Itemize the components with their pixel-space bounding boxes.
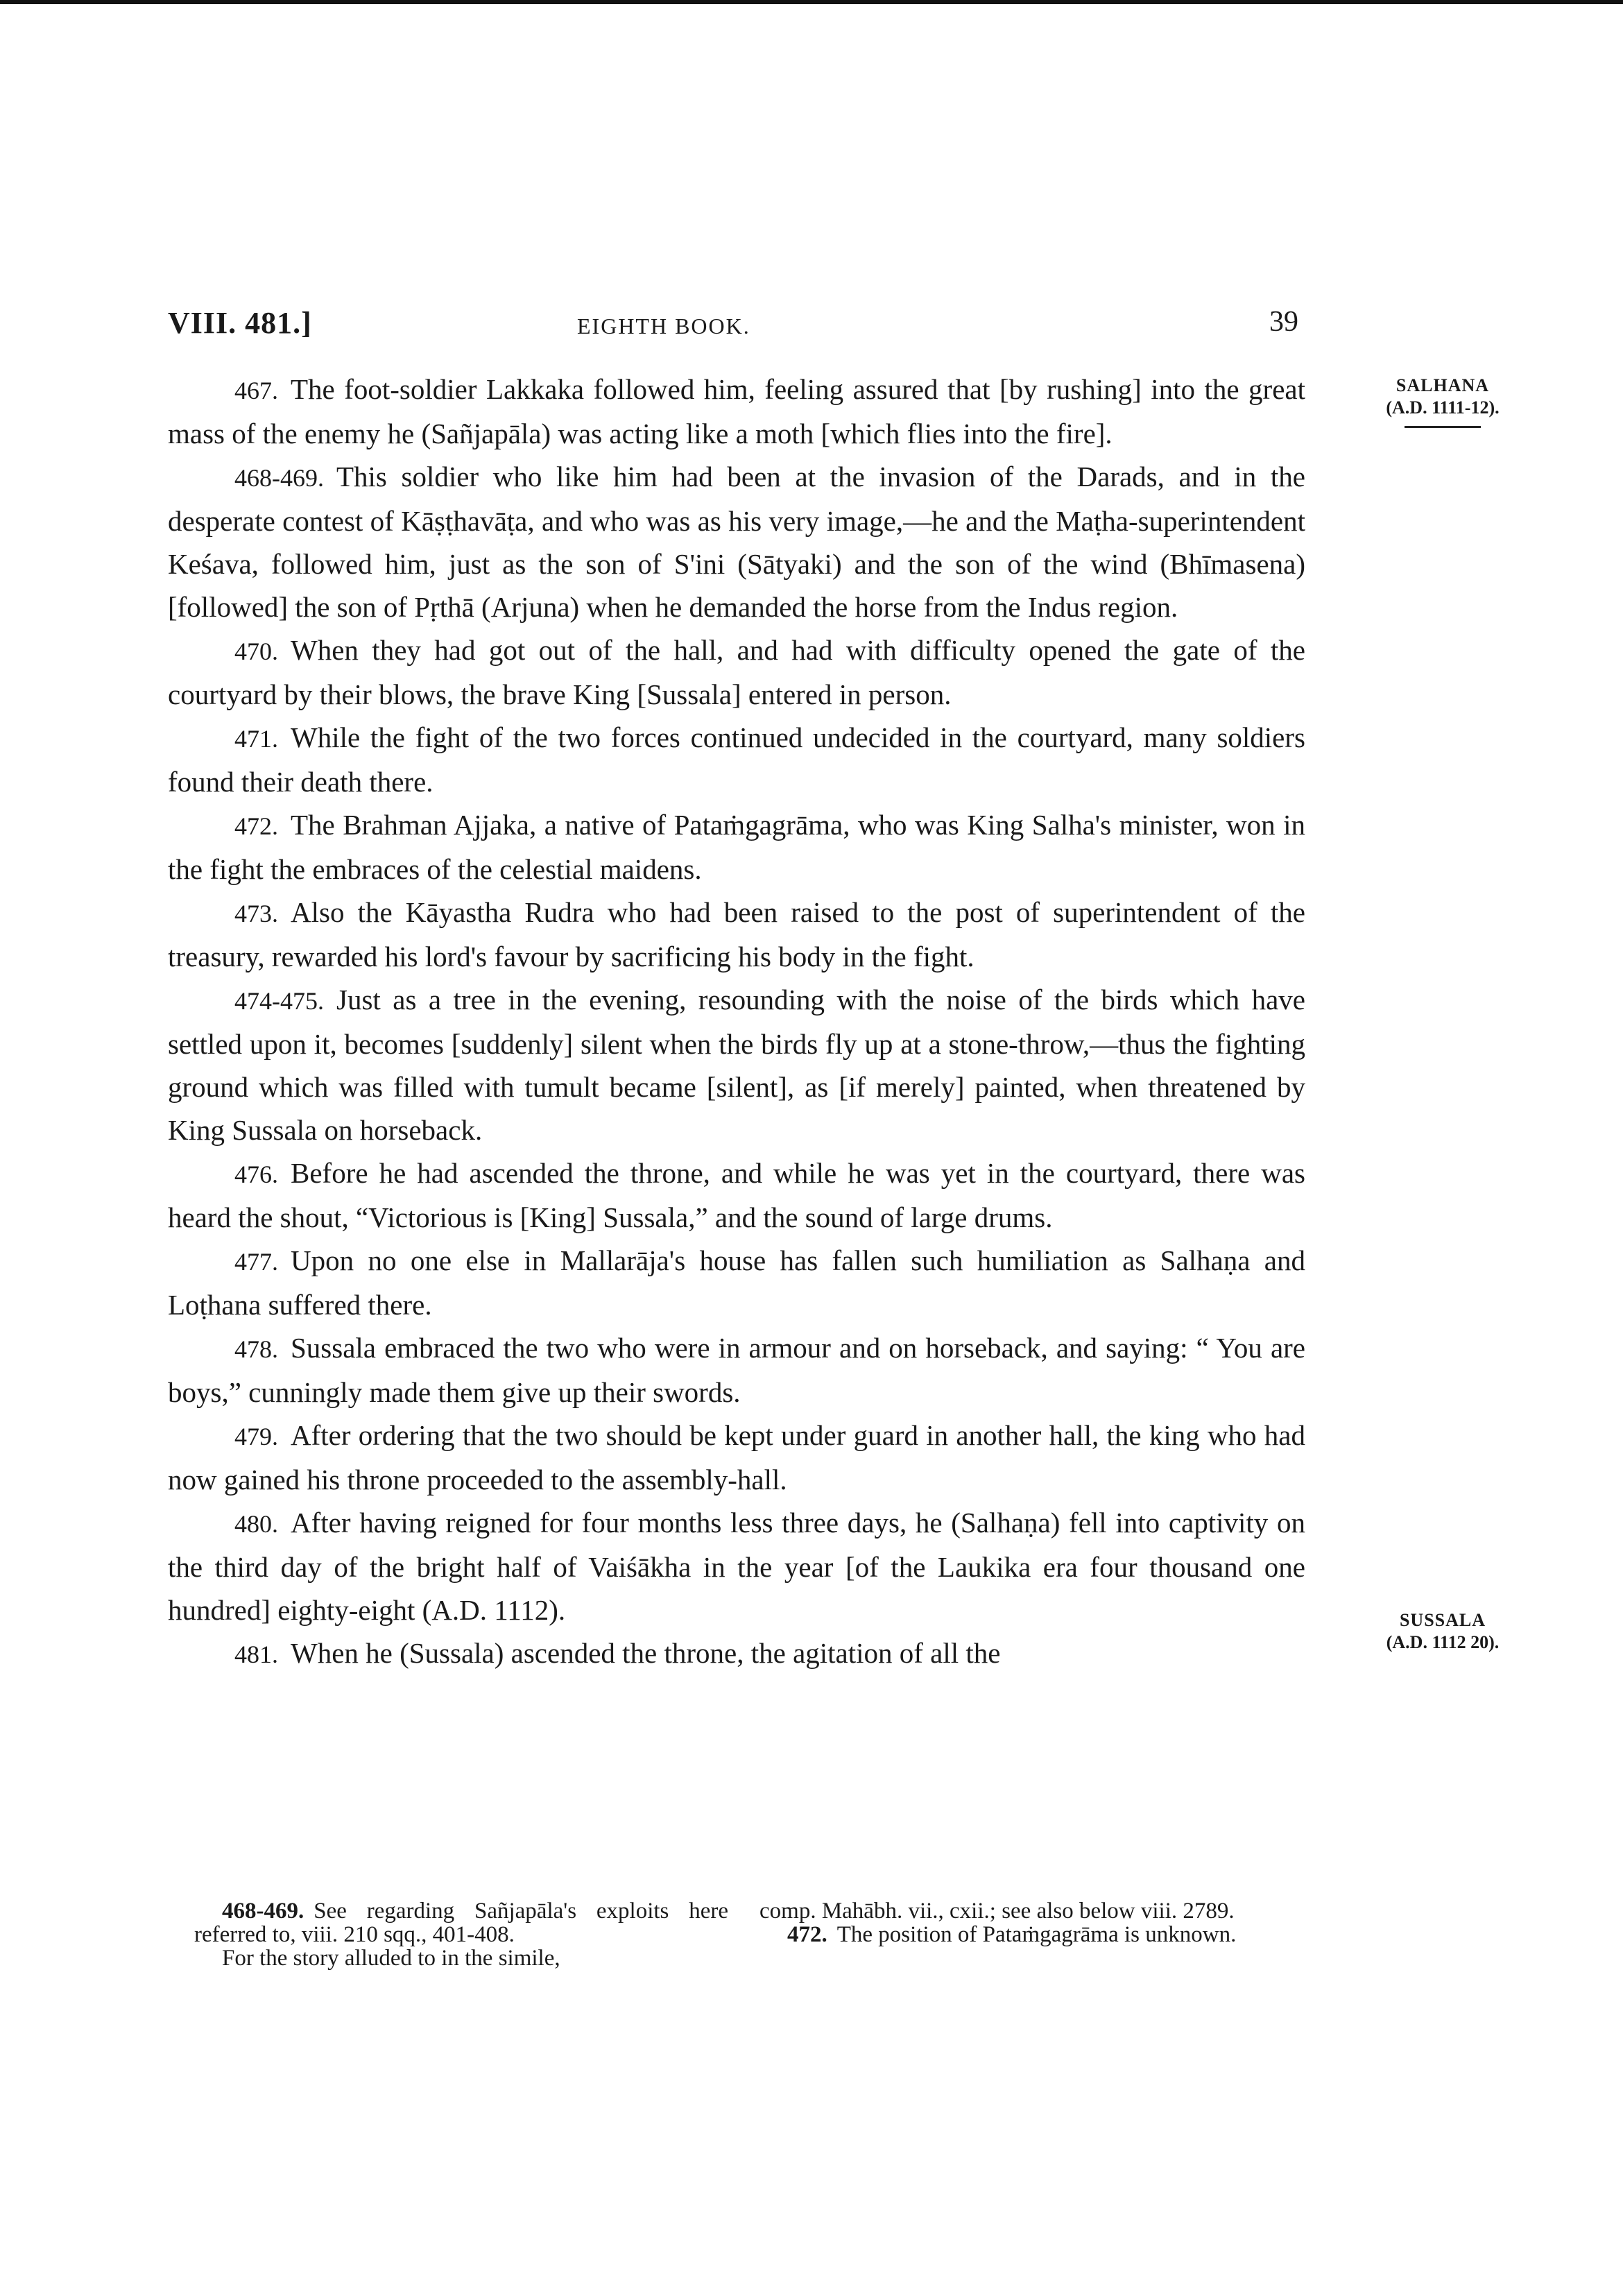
verse-text: Upon no one else in Mallarāja's house has fallen such humiliation as Salhaṇa and Loṭhana suffered there. bbox=[168, 1244, 1305, 1321]
footnote-continuation: For the story alluded to in the simile, bbox=[222, 1946, 560, 1971]
top-border-rule bbox=[0, 0, 1623, 4]
verse-text: While the fight of the two forces continued undecided in the courtyard, many soldiers found their death there. bbox=[168, 721, 1305, 798]
verse-number: 474-475. bbox=[234, 987, 324, 1015]
verse-472 bbox=[168, 803, 1305, 891]
verse-text: This soldier who like him had been at the invasion of the Darads, and in the desperate contest of Kāṣṭhavāṭa, and who was as his very image,—he and the Maṭha-superintendent Keśava, followed him, just as the son of S'ini (Sātyaki) and the son of the wind (Bhīmasena) [followed] the son of Pṛthā (Arjuna) when he demanded the horse from the Indus region. bbox=[168, 461, 1305, 623]
verse-481 bbox=[168, 1631, 1305, 1676]
chapter-verse-reference: VIII. 481.] bbox=[168, 306, 312, 340]
footnote-number: 468-469. bbox=[222, 1899, 304, 1924]
verse-number: 477. bbox=[234, 1248, 278, 1276]
verse-number: 467. bbox=[234, 377, 278, 404]
verse-text: The foot-soldier Lakkaka followed him, feeling assured that [by rushing] into the great mass of the enemy he (Sañjapāla) was acting like a moth [which flies into the fire]. bbox=[168, 373, 1305, 449]
verse-470 bbox=[168, 628, 1305, 716]
verse-text: After having reigned for four months less three days, he (Salhaṇa) fell into captivity on the third day of the bright half of Vaiśākha in the year [of the Laukika era four thousand one hundred] eighty-eight (A.D. 1112). bbox=[168, 1507, 1305, 1626]
margin-note-name: SALHANA bbox=[1396, 375, 1490, 395]
verse-text: The Brahman Ajjaka, a native of Pataṁgagrāma, who was King Salha's minister, won in the fight the embraces of the celestial maidens. bbox=[168, 809, 1305, 885]
verse-text: When he (Sussala) ascended the throne, the agitation of all the bbox=[291, 1637, 1001, 1669]
verse-number: 481. bbox=[234, 1640, 278, 1668]
verse-474-475 bbox=[168, 978, 1305, 1151]
verse-number: 476. bbox=[234, 1160, 278, 1188]
verse-479 bbox=[168, 1414, 1305, 1501]
verse-476 bbox=[168, 1151, 1305, 1239]
verse-477 bbox=[168, 1239, 1305, 1326]
verse-number: 478. bbox=[234, 1335, 278, 1363]
margin-note-divider bbox=[1405, 426, 1481, 428]
margin-note-sussala bbox=[1352, 1609, 1533, 1654]
margin-note-dates: (A.D. 1111-12). bbox=[1386, 397, 1500, 418]
verse-478 bbox=[168, 1326, 1305, 1414]
footnote-continued-text: comp. Mahābh. vii., cxii.; see also below viii. 2789. bbox=[759, 1899, 1235, 1924]
footnote-text: See regarding Sañjapāla's exploits here referred to, viii. 210 sqq., 401-408. bbox=[194, 1899, 728, 1947]
running-title: EIGHTH BOOK. bbox=[577, 314, 750, 339]
margin-note-name: SUSSALA bbox=[1399, 1610, 1486, 1630]
verse-468-469 bbox=[168, 455, 1305, 628]
verse-text: After ordering that the two should be kept under guard in another hall, the king who had now gained his throne proceeded to the assembly-hall. bbox=[168, 1419, 1305, 1496]
page-header bbox=[168, 305, 1305, 354]
verse-number: 472. bbox=[234, 812, 278, 840]
verse-text: Before he had ascended the throne, and while he was yet in the courtyard, there was heard the shout, “Victorious is [King] Sussala,” and the sound of large drums. bbox=[168, 1157, 1305, 1233]
verse-text: When they had got out of the hall, and had with difficulty opened the gate of the courtyard by their blows, the brave King [Sussala] entered in person. bbox=[168, 634, 1305, 710]
verse-480 bbox=[168, 1501, 1305, 1631]
verse-number: 468-469. bbox=[234, 464, 324, 492]
margin-note-dates: (A.D. 1112 20). bbox=[1386, 1632, 1500, 1652]
verse-number: 471. bbox=[234, 725, 278, 753]
verse-number: 480. bbox=[234, 1510, 278, 1538]
footnote-472 bbox=[759, 1923, 1294, 1946]
verse-471 bbox=[168, 716, 1305, 803]
margin-note-salhana bbox=[1352, 375, 1533, 428]
verse-text: Also the Kāyastha Rudra who had been raised to the post of superintendent of the treasury, rewarded his lord's favour by sacrificing his body in the fight. bbox=[168, 896, 1305, 973]
verse-number: 470. bbox=[234, 637, 278, 665]
footnote-468-469 bbox=[194, 1899, 728, 1946]
verse-number: 479. bbox=[234, 1423, 278, 1450]
footnote-text: The position of Pataṁgagrāma is unknown. bbox=[836, 1922, 1237, 1947]
page-number: 39 bbox=[1269, 306, 1298, 338]
footnote-number: 472. bbox=[787, 1922, 827, 1947]
verse-number: 473. bbox=[234, 900, 278, 927]
verse-text: Sussala embraced the two who were in armour and on horseback, and saying: “ You are boys,” cunningly made them give up their swords. bbox=[168, 1332, 1305, 1408]
footnote-column-right bbox=[759, 1899, 1294, 1946]
main-text bbox=[168, 368, 1305, 1676]
verse-467 bbox=[168, 368, 1305, 455]
footnote-column-left bbox=[194, 1899, 728, 1970]
verse-473 bbox=[168, 891, 1305, 978]
verse-text: Just as a tree in the evening, resounding with the noise of the birds which have settled upon it, becomes [suddenly] silent when the birds fly up at a stone-throw,—thus the fighting ground which was filled with tumult became [silent], as [if merely] painted, when threatened by King Sussala on horseback. bbox=[168, 984, 1305, 1146]
